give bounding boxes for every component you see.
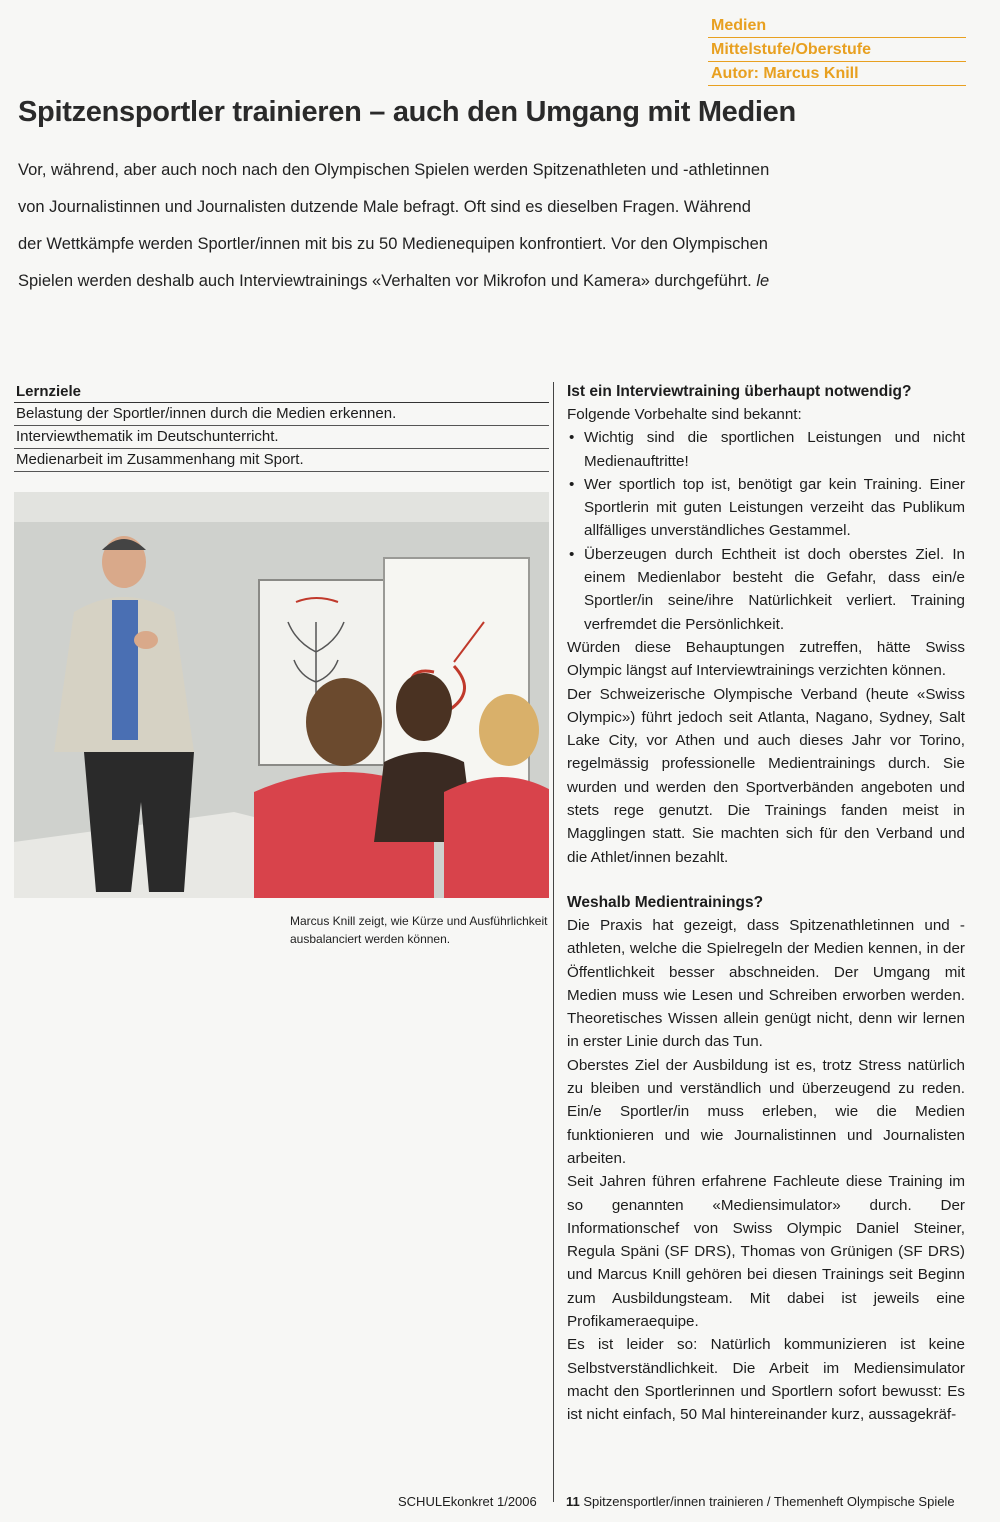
classroom-photo: [14, 492, 549, 898]
intro-line: der Wettkämpfe werden Sportler/innen mit bis zu 50 Medienequipen konfrontiert. Vor den Olympischen: [18, 235, 768, 253]
learning-goal-item: Interviewthematik im Deutschunterricht.: [14, 426, 549, 449]
learning-goals-heading: Lernziele: [14, 382, 549, 403]
footer-publication: SCHULEkonkret 1/2006: [398, 1494, 537, 1509]
list-item: • Wichtig sind die sportlichen Leistungen und nicht Medienauftritte!: [567, 426, 965, 473]
list-item: • Wer sportlich top ist, benötigt gar kein Training. Einer Sportlerin mit guten Leistungen verzeiht das Publikum allfälliges unverständliches Gestammel.: [567, 473, 965, 543]
column-divider: [553, 382, 554, 1502]
body-paragraph: Oberstes Ziel der Ausbildung ist es, trotz Stress natürlich zu bleiben und verständlich und überzeugend zu reden. Ein/e Sportler/in muss erleben, wie die Medien funktionieren und wie Journalistinnen und Journalisten arbeiten.: [567, 1056, 965, 1167]
editor-mark: le: [756, 272, 770, 290]
meta-subject: Medien: [708, 14, 966, 38]
learning-goal-item: Medienarbeit im Zusammenhang mit Sport.: [14, 449, 549, 472]
list-item: • Überzeugen durch Echtheit ist doch oberstes Ziel. In einem Medienlabor besteht die Gefahr, dass ein/e Sportler/in seine/ihre Natürlichkeit verliert. Training verfremdet die Persönlichkeit.: [567, 543, 965, 636]
body-paragraph: Würden diese Behauptungen zutreffen, hätte Swiss Olympic längst auf Interviewtrainings verzichten können.: [567, 638, 965, 680]
intro-paragraph: [18, 152, 858, 300]
page-number: 11: [566, 1494, 580, 1509]
section-lead: Folgende Vorbehalte sind bekannt:: [567, 406, 802, 423]
intro-line: von Journalistinnen und Journalisten dutzende Male befragt. Oft sind es dieselben Fragen. Während: [18, 198, 751, 216]
body-paragraph: Es ist leider so: Natürlich kommunizieren ist keine Selbstverständlichkeit. Die Arbeit im Mediensimulator macht den Sportlerinnen und Sportlern sofort bewusst: Es ist nicht einfach, 50 Mal hintereinander kurz, aussagekräf-: [567, 1336, 965, 1424]
meta-level: Mittelstufe/Oberstufe: [708, 38, 966, 62]
body-paragraph: Der Schweizerische Olympische Verband (heute «Swiss Olympic») führt jedoch seit Atlanta, Nagano, Sydney, Salt Lake City, vor Athen und auch dieses Jahr vor Torino, regelmässig professionelle Medientrainings durch. Sie wurden und werden den Sportverbänden angeboten und stets rege genutzt. Die Trainings fanden meist in Magglingen statt. Sie machten sich für den Verband und die Athlet/innen bezahlt.: [567, 685, 965, 866]
footer-running-title: [566, 1494, 955, 1509]
article-title: Spitzensportler trainieren – auch den Umgang mit Medien: [18, 96, 796, 128]
photo-caption: Marcus Knill zeigt, wie Kürze und Ausführlichkeit ausbalanciert werden können.: [290, 914, 548, 946]
right-column: [567, 380, 965, 1426]
classroom-photo-icon: [14, 492, 549, 898]
reservations-list: [567, 426, 965, 636]
learning-goals: [14, 382, 549, 472]
body-paragraph: Die Praxis hat gezeigt, dass Spitzenathletinnen und -athleten, welche die Spielregeln der Medien kennen, in der Öffentlichkeit besser abschneiden. Der Umgang mit Medien muss wie Lesen und Schreiben erworben werden. Theoretisches Wissen allein genügt nicht, denn wir lernen in erster Linie durch das Tun.: [567, 916, 965, 1051]
section-heading: Ist ein Interviewtraining überhaupt notwendig?: [567, 383, 912, 400]
body-paragraph: Seit Jahren führen erfahrene Fachleute diese Training im so genannten «Mediensimulator» durch. Der Informationschef von Swiss Olympic Daniel Steiner, Regula Späni (SF DRS), Thomas von Grünigen (SF DRS) und Marcus Knill gehören bei diesen Trainings seit Beginn zum Ausbildungsteam. Mit dabei ist jeweils eine Profikameraequipe.: [567, 1173, 965, 1330]
intro-line: Spielen werden deshalb auch Interviewtrainings «Verhalten vor Mikrofon und Kamera» durchgeführt.: [18, 272, 752, 290]
learning-goal-item: Belastung der Sportler/innen durch die Medien erkennen.: [14, 403, 549, 426]
meta-author: Autor: Marcus Knill: [708, 62, 966, 86]
running-title: Spitzensportler/innen trainieren / Themenheft Olympische Spiele: [583, 1494, 955, 1509]
intro-line: Vor, während, aber auch noch nach den Olympischen Spielen werden Spitzenathleten und -athletinnen: [18, 161, 770, 179]
section-heading: Weshalb Medientrainings?: [567, 893, 764, 911]
meta-block: [708, 14, 966, 86]
